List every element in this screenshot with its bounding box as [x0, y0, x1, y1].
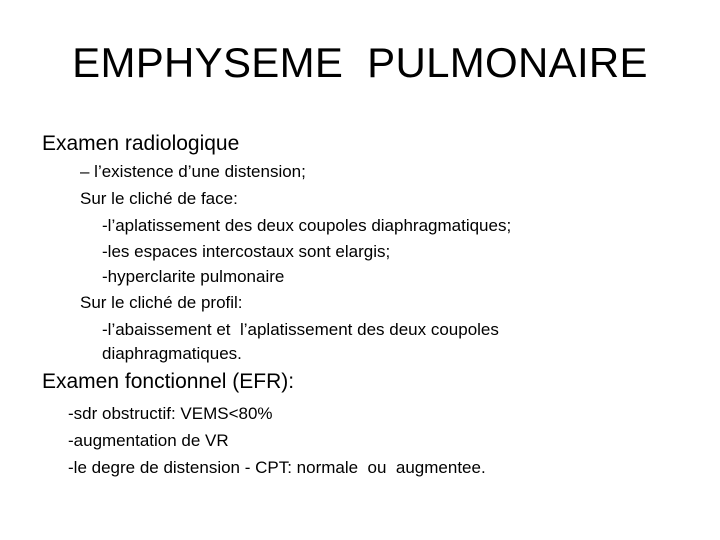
list-item: Sur le cliché de profil: [80, 293, 243, 312]
section-heading-fonctionnel: Examen fonctionnel (EFR): [42, 370, 295, 393]
list-item: -l’aplatissement des deux coupoles diaphragmatiques; [102, 216, 512, 235]
list-item: -augmentation de VR [68, 431, 229, 450]
list-item: -le degre de distension - CPT: normale ou augmentee. [68, 458, 486, 477]
list-item: – l’existence d’une distension; [80, 162, 306, 181]
slide-title: EMPHYSEME PULMONAIRE [72, 39, 648, 86]
list-item: Sur le cliché de face: [80, 189, 238, 208]
list-item: -l’abaissement et l’aplatissement des deux coupoles [102, 320, 499, 339]
list-item: -les espaces intercostaux sont elargis; [102, 242, 391, 261]
section-heading-radiologique: Examen radiologique [42, 132, 240, 155]
list-item: diaphragmatiques. [102, 344, 242, 363]
list-item: -hyperclarite pulmonaire [102, 267, 285, 286]
list-item: -sdr obstructif: VEMS<80% [68, 404, 273, 423]
